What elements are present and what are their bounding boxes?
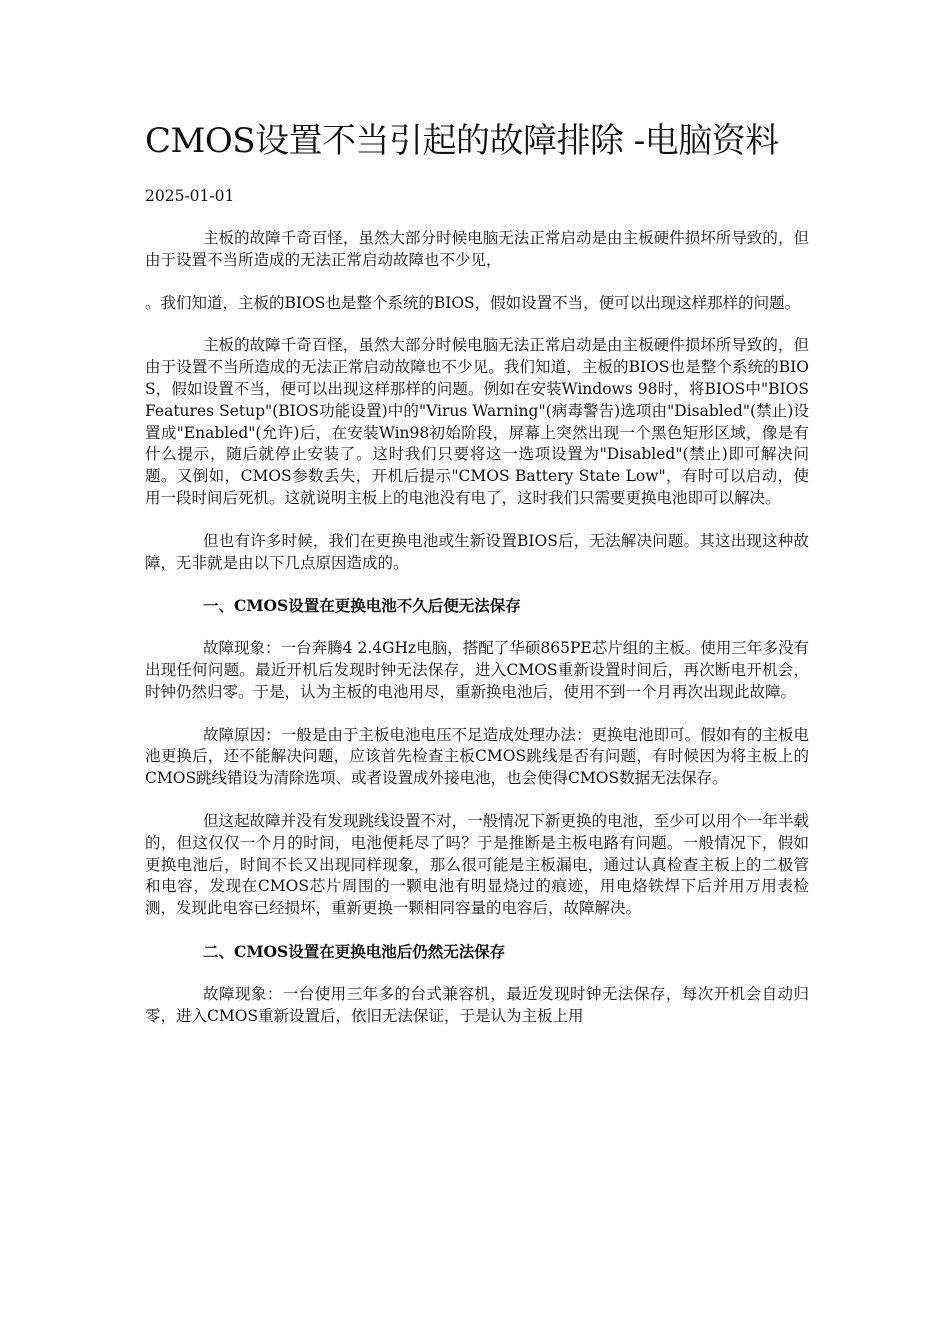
paragraph: 但这起故障并没有发现跳线设置不对，一般情况下新更换的电池，至少可以用个一年半载的，但这仅仅一个月的时间，电池便耗尽了吗？于是推断是主板电路有问题。一般情况下，假如更换电池后，时间不长又出现同样现象，那么很可能是主板漏电，通过认真检查主板上的二极管和电容，发现在CMOS芯片周围的一颗电池有明显烧过的痕迹，用电烙铁焊下后并用万用表检测，发现此电容已经损坏，重新更换一颗相同容量的电容后，故障解决。 — [145, 811, 809, 918]
section-heading: 二、CMOS设置在更换电池后仍然无法保存 — [203, 941, 506, 961]
paragraph: 故障现象：一台使用三年多的台式兼容机，最近发现时钟无法保存，每次开机会自动归零，进入CMOS重新设置后，依旧无法保证，于是认为主板上用 — [145, 984, 809, 1025]
document-page — [145, 118, 809, 1048]
paragraph: 主板的故障千奇百怪，虽然大部分时候电脑无法正常启动是由主板硬件损坏所导致的，但由于设置不当所造成的无法正常启动故障也不少见， — [145, 229, 809, 269]
section-heading: 一、CMOS设置在更换电池不久后便无法保存 — [203, 596, 521, 616]
paragraph: 但也有许多时候，我们在更换电池或生新设置BIOS后，无法解决问题。其这出现这种故障，无非就是由以下几点原因造成的。 — [145, 531, 809, 572]
document-title: CMOS设置不当引起的故障排除 -电脑资料 — [145, 121, 779, 161]
paragraph: 故障原因：一般是由于主板电池电压不足造成处理办法：更换电池即可。假如有的主板电池更换后，还不能解决问题，应该首先检查主板CMOS跳线是否有问题，有时候因为将主板上的CMOS跳线错设为清除选项、或者设置成外接电池，也会使得CMOS数据无法保存。 — [145, 725, 809, 788]
paragraph: 。我们知道，主板的BIOS也是整个系统的BIOS，假如设置不当，便可以出现这样那样的问题。 — [145, 293, 801, 312]
publish-date: 2025-01-01 — [145, 187, 235, 205]
paragraph: 故障现象：一台奔腾4 2.4GHz电脑，搭配了华硕865PE芯片组的主板。使用三年多没有出现任何问题。最近开机后发现时钟无法保存，进入CMOS重新设置时间后，再次断电开机会，时钟仍然归零。于是，认为主板的电池用尽，重新换电池后，使用不到一个月再次出现此故障。 — [145, 639, 809, 701]
paragraph: 主板的故障千奇百怪，虽然大部分时候电脑无法正常启动是由主板硬件损坏所导致的，但由于设置不当所造成的无法正常启动故障也不少见。我们知道，主板的BIOS也是整个系统的BIOS，假如设置不当，便可以出现这样那样的问题。例如在安装Windows 98时，将BIOS中"BIOS Features Setup"(BIOS功能设置)中的"Virus Warning"(病毒警告)选项由"Disabled"(禁止)设置成"Enabled"(允许)后，在安装Win98初始阶段，屏幕上突然出现一个黑色矩形区域，像是有什么提示，随后就停止安装了。这时我们只要将这一选项设置为"Disabled"(禁止)即可解决问题。又倒如，CMOS参数丢失，开机后提示"CMOS Battery State Low"，有时可以启动，使用一段时间后死机。这就说明主板上的电池没有电了，这时我们只需要更换电池即可以解决。 — [145, 336, 809, 507]
